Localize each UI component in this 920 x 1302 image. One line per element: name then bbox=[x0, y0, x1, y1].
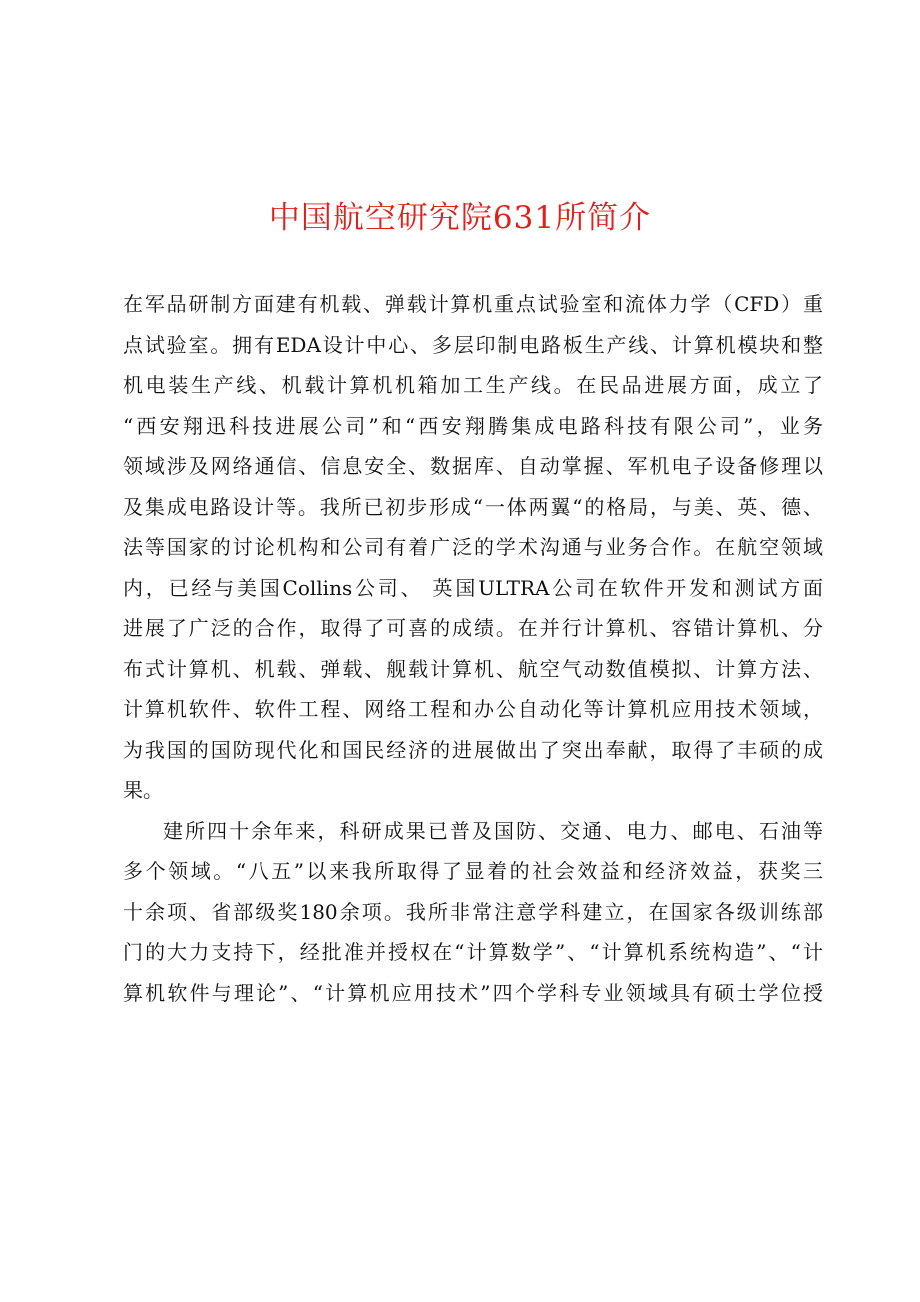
text-line: 十余项、省部级奖180余项。我所非常注意学科建立，在国家各级训练部 bbox=[123, 899, 823, 924]
paragraph-1 bbox=[123, 284, 823, 811]
text-line: 及集成电路设计等。我所已初步形成“一体两翼“的格局，与美、英、德、 bbox=[123, 494, 823, 519]
text-line: 为我国的国防现代化和国民经济的进展做出了突出奉献，取得了丰硕的成 bbox=[123, 737, 823, 762]
text-line: 领域涉及网络通信、信息安全、数据库、自动掌握、军机电子设备修理以 bbox=[123, 454, 823, 478]
text-line: 进展了广泛的合作，取得了可喜的成绩。在并行计算机、容错计算机、分 bbox=[123, 616, 823, 640]
text-line: 算机软件与理论”、“计算机应用技术”四个学科专业领域具有硕士学位授 bbox=[123, 980, 823, 1005]
text-line: 法等国家的讨论机构和公司有着广泛的学术沟通与业务合作。在航空领域 bbox=[123, 535, 823, 559]
text-line: 布式计算机、机载、弹载、舰载计算机、航空气动数值模拟、计算方法、 bbox=[123, 656, 823, 681]
document-body bbox=[123, 284, 823, 1013]
text-line: 门的大力支持下，经批准并授权在“计算数学”、“计算机系统构造”、“计 bbox=[123, 940, 823, 964]
document-title: 中国航空研究院631所简介 bbox=[268, 200, 652, 236]
text-line: 计算机软件、软件工程、网络工程和办公自动化等计算机应用技术领域， bbox=[123, 697, 823, 721]
paragraph-2 bbox=[123, 811, 823, 1014]
text-line: 机电装生产线、机载计算机机箱加工生产线。在民品进展方面，成立了 bbox=[123, 373, 823, 397]
text-line: 内，已经与美国Collins公司、 英国ULTRA公司在软件开发和测试方面 bbox=[123, 575, 823, 600]
text-line: 建所四十余年来，科研成果已普及国防、交通、电力、邮电、石油等 bbox=[163, 818, 823, 843]
text-line: 点试验室。拥有EDA设计中心、多层印制电路板生产线、计算机模块和整 bbox=[123, 332, 823, 357]
text-line: 多个领域。“八五”以来我所取得了显着的社会效益和经济效益，获奖三 bbox=[123, 859, 823, 883]
text-line: 果。 bbox=[123, 778, 163, 802]
text-line: “西安翔迅科技进展公司”和“西安翔腾集成电路科技有限公司”，业务 bbox=[123, 413, 823, 438]
text-line: 在军品研制方面建有机载、弹载计算机重点试验室和流体力学（CFD）重 bbox=[123, 292, 823, 316]
